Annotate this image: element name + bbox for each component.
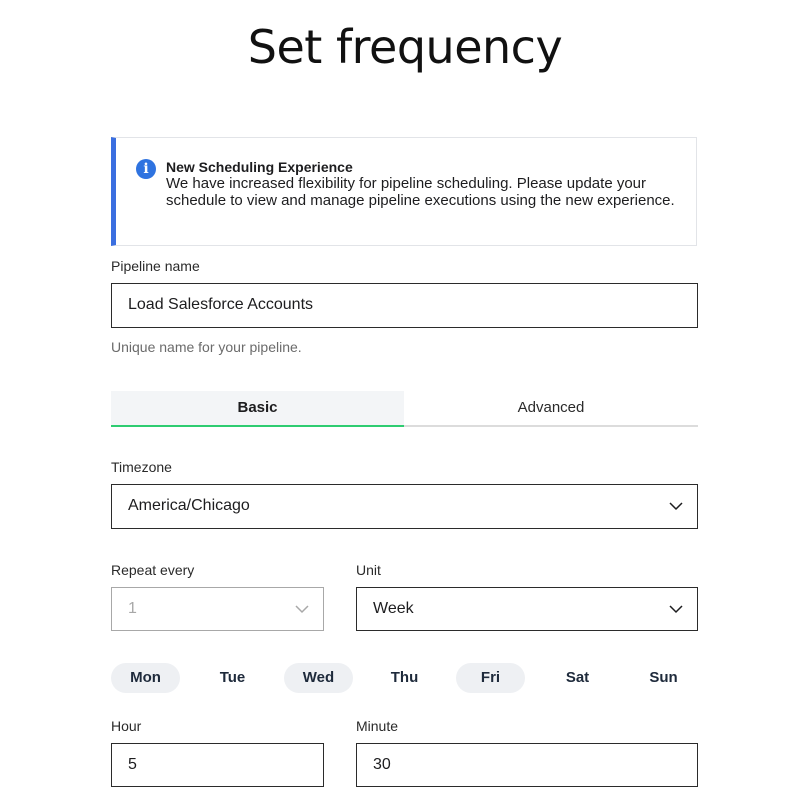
day-toggle-wed[interactable]: Wed: [284, 663, 353, 693]
timezone-value: America/Chicago: [128, 497, 250, 514]
unit-select[interactable]: [356, 587, 698, 631]
timezone-select[interactable]: [111, 484, 698, 529]
repeat-every-value: 1: [128, 600, 137, 617]
day-toggle-sat[interactable]: Sat: [565, 669, 590, 686]
minute-value: 30: [373, 756, 391, 773]
hour-label: Hour: [111, 718, 142, 734]
hour-value: 5: [128, 756, 137, 773]
unit-value: Week: [373, 600, 414, 617]
day-toggle-mon[interactable]: Mon: [111, 663, 180, 693]
repeat-every-select[interactable]: [111, 587, 324, 631]
info-icon: i: [136, 159, 156, 179]
day-toggle-thu[interactable]: Thu: [390, 669, 419, 686]
hour-select[interactable]: [111, 743, 324, 787]
unit-label: Unit: [356, 562, 381, 578]
scheduling-notice: [111, 137, 697, 246]
notice-title: New Scheduling Experience: [166, 159, 353, 175]
day-toggle-tue[interactable]: Tue: [219, 669, 246, 686]
day-toggle-sun[interactable]: Sun: [649, 669, 678, 686]
timezone-label: Timezone: [111, 459, 172, 475]
repeat-every-label: Repeat every: [111, 562, 195, 578]
tab-basic[interactable]: Basic: [111, 391, 404, 427]
chevron-down-icon: [669, 501, 683, 511]
frequency-tabs: [111, 391, 698, 427]
minute-label: Minute: [356, 718, 399, 734]
day-toggle-fri[interactable]: Fri: [456, 663, 525, 693]
page-title: Set frequency: [247, 20, 563, 74]
notice-body: We have increased flexibility for pipeline scheduling. Please update your schedule to view and manage pipeline executions using the new experience.: [166, 175, 675, 209]
tab-advanced[interactable]: Advanced: [404, 391, 698, 427]
chevron-down-icon: [295, 604, 309, 614]
minute-select[interactable]: [356, 743, 698, 787]
chevron-down-icon: [669, 604, 683, 614]
pipeline-name-value: Load Salesforce Accounts: [128, 296, 314, 313]
pipeline-name-input[interactable]: [111, 283, 698, 328]
pipeline-name-hint: Unique name for your pipeline.: [111, 339, 302, 355]
pipeline-name-label: Pipeline name: [111, 258, 200, 274]
